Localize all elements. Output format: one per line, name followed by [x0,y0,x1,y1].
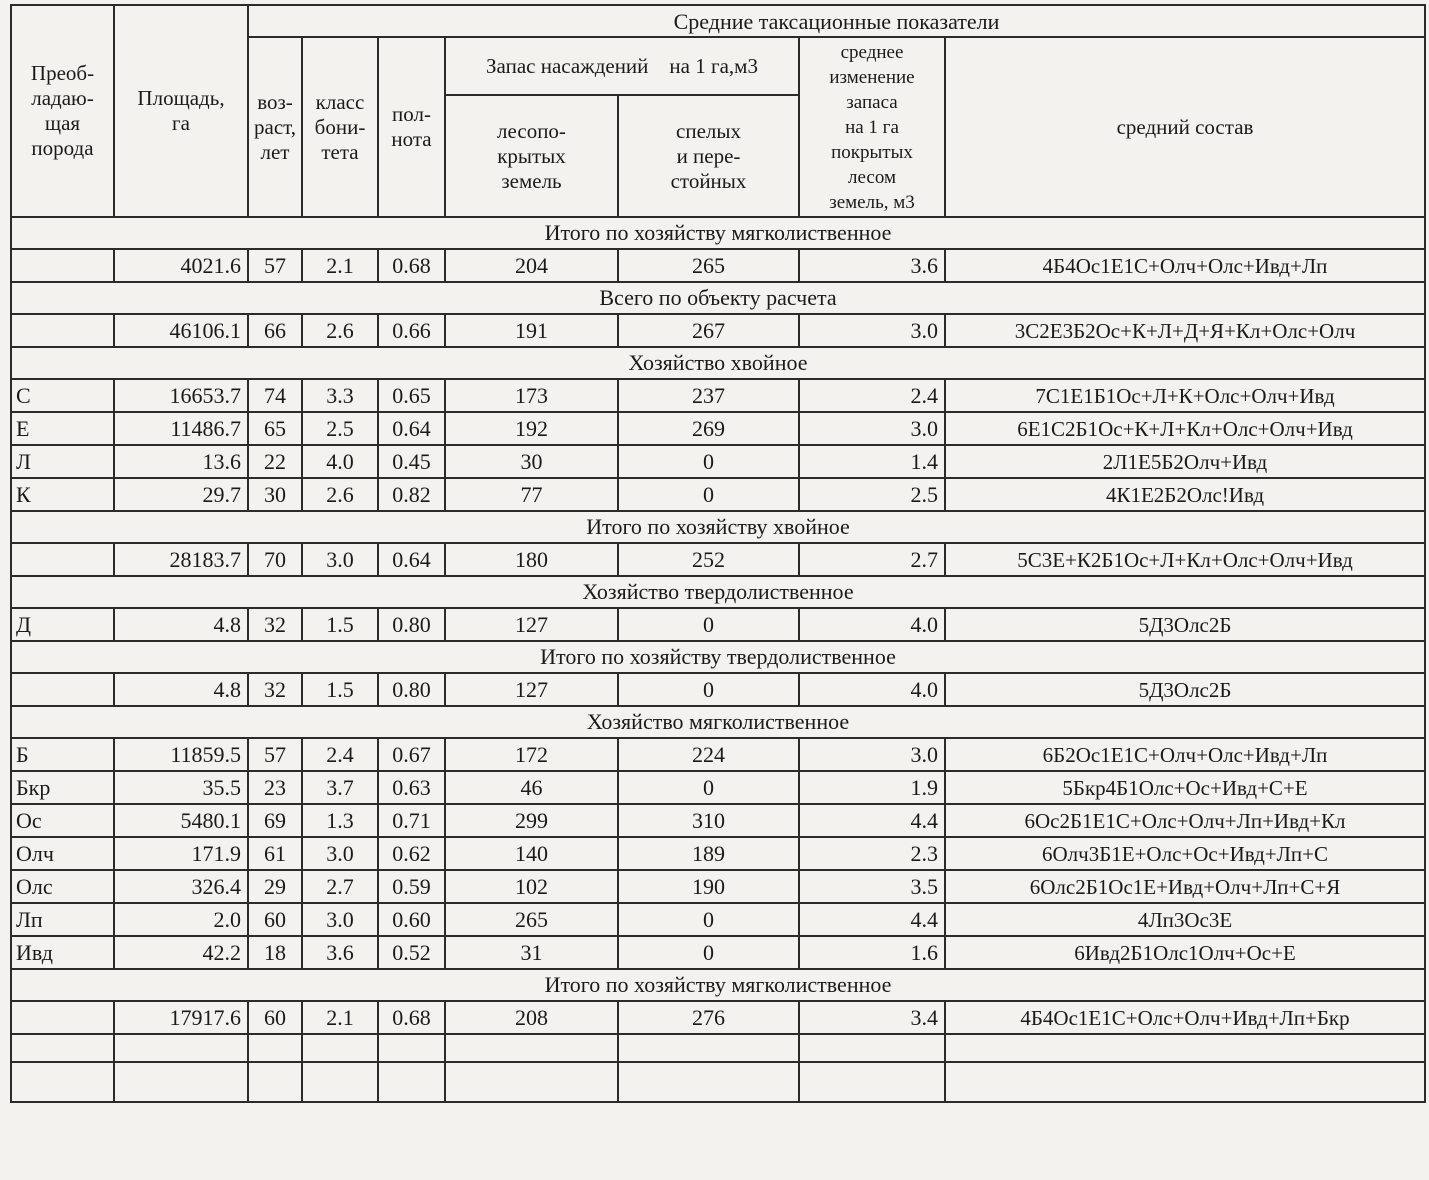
table-row [11,673,1425,706]
header-age: воз- раст, лет [248,37,302,217]
cell-density: 0.64 [378,543,445,576]
cell-stock-mature: 310 [618,804,799,837]
table-row [11,379,1425,412]
cell-composition: 5Д3Олс2Б [945,608,1425,641]
empty-cell [302,1062,378,1102]
cell-stock-forest: 102 [445,870,618,903]
cell-density: 0.45 [378,445,445,478]
cell-species: Б [11,738,114,771]
cell-stock-forest: 192 [445,412,618,445]
empty-cell [248,1062,302,1102]
cell-change: 1.4 [799,445,945,478]
cell-species [11,249,114,282]
cell-density: 0.66 [378,314,445,347]
header-bonitet: класс бони- тета [302,37,378,217]
cell-species: С [11,379,114,412]
cell-density: 0.59 [378,870,445,903]
cell-bonitet: 2.4 [302,738,378,771]
cell-composition: 6Б2Ос1Е1С+Олч+Олс+Ивд+Лп [945,738,1425,771]
cell-bonitet: 3.0 [302,543,378,576]
section-title-row [11,576,1425,608]
header-avg-change: среднее изменение запаса на 1 га покрытых лесом земель, м3 [799,37,945,217]
cell-species: Бкр [11,771,114,804]
cell-density: 0.80 [378,673,445,706]
cell-stock-mature: 267 [618,314,799,347]
table-row [11,837,1425,870]
cell-bonitet: 2.6 [302,478,378,511]
cell-change: 2.7 [799,543,945,576]
cell-area: 46106.1 [114,314,248,347]
cell-stock-mature: 0 [618,608,799,641]
cell-composition: 6Ос2Б1Е1С+Олс+Олч+Лп+Ивд+Кл [945,804,1425,837]
cell-composition: 4К1Е2Б2Олс!Ивд [945,478,1425,511]
empty-cell [945,1062,1425,1102]
empty-cell [378,1034,445,1062]
empty-cell [11,1034,114,1062]
cell-density: 0.82 [378,478,445,511]
cell-age: 60 [248,1001,302,1034]
cell-change: 2.5 [799,478,945,511]
table-header [11,5,1425,217]
empty-row [11,1062,1425,1102]
cell-bonitet: 3.0 [302,903,378,936]
cell-bonitet: 3.3 [302,379,378,412]
cell-stock-mature: 237 [618,379,799,412]
cell-density: 0.62 [378,837,445,870]
cell-stock-mature: 0 [618,445,799,478]
cell-age: 61 [248,837,302,870]
section-title-row [11,217,1425,249]
section-title-row [11,282,1425,314]
table-row [11,936,1425,969]
cell-stock-forest: 30 [445,445,618,478]
cell-age: 22 [248,445,302,478]
table-row [11,1001,1425,1034]
section-title: Итого по хозяйству хвойное [11,511,1425,543]
empty-cell [799,1034,945,1062]
table-row [11,543,1425,576]
cell-composition: 6Олс2Б1Ос1Е+Ивд+Олч+Лп+С+Я [945,870,1425,903]
cell-stock-forest: 299 [445,804,618,837]
cell-area: 4021.6 [114,249,248,282]
cell-stock-mature: 224 [618,738,799,771]
cell-species: Лп [11,903,114,936]
cell-area: 4.8 [114,673,248,706]
cell-stock-mature: 252 [618,543,799,576]
cell-bonitet: 3.6 [302,936,378,969]
cell-stock-forest: 77 [445,478,618,511]
cell-bonitet: 1.5 [302,608,378,641]
cell-bonitet: 3.0 [302,837,378,870]
section-title: Итого по хозяйству твердолиственное [11,641,1425,673]
cell-species: Олс [11,870,114,903]
cell-change: 3.0 [799,412,945,445]
table-row [11,478,1425,511]
empty-row [11,1034,1425,1062]
table-row [11,738,1425,771]
cell-composition: 6Олч3Б1Е+Олс+Ос+Ивд+Лп+С [945,837,1425,870]
cell-density: 0.68 [378,249,445,282]
section-title-row [11,347,1425,379]
cell-bonitet: 4.0 [302,445,378,478]
cell-density: 0.68 [378,1001,445,1034]
cell-stock-mature: 0 [618,478,799,511]
cell-area: 13.6 [114,445,248,478]
cell-species: Ивд [11,936,114,969]
empty-cell [618,1062,799,1102]
section-title: Хозяйство твердолиственное [11,576,1425,608]
cell-species [11,314,114,347]
cell-change: 3.0 [799,314,945,347]
cell-composition: 6Ивд2Б1Олс1Олч+Ос+Е [945,936,1425,969]
cell-stock-forest: 204 [445,249,618,282]
cell-change: 1.6 [799,936,945,969]
cell-species [11,543,114,576]
cell-area: 2.0 [114,903,248,936]
cell-species [11,1001,114,1034]
table-row [11,804,1425,837]
header-stock-forest: лесопо- крытых земель [445,95,618,217]
empty-cell [445,1062,618,1102]
cell-species: Д [11,608,114,641]
cell-area: 35.5 [114,771,248,804]
section-title-row [11,641,1425,673]
cell-change: 3.0 [799,738,945,771]
cell-age: 32 [248,608,302,641]
cell-age: 57 [248,738,302,771]
cell-stock-forest: 208 [445,1001,618,1034]
cell-stock-mature: 265 [618,249,799,282]
table-row [11,314,1425,347]
cell-stock-forest: 46 [445,771,618,804]
cell-stock-mature: 190 [618,870,799,903]
table-row [11,249,1425,282]
cell-change: 4.4 [799,903,945,936]
cell-stock-mature: 0 [618,673,799,706]
cell-stock-forest: 265 [445,903,618,936]
table-row [11,608,1425,641]
section-title: Итого по хозяйству мягколиственное [11,217,1425,249]
taxation-table [10,4,1426,1103]
cell-age: 60 [248,903,302,936]
section-title: Итого по хозяйству мягколиственное [11,969,1425,1001]
cell-species [11,673,114,706]
cell-age: 69 [248,804,302,837]
cell-bonitet: 2.1 [302,1001,378,1034]
section-title: Всего по объекту расчета [11,282,1425,314]
header-group-title: Средние таксационные показатели [248,5,1425,37]
section-title-row [11,706,1425,738]
cell-age: 30 [248,478,302,511]
cell-area: 42.2 [114,936,248,969]
cell-composition: 5Д3Олс2Б [945,673,1425,706]
empty-cell [302,1034,378,1062]
cell-density: 0.80 [378,608,445,641]
cell-age: 23 [248,771,302,804]
cell-stock-forest: 172 [445,738,618,771]
cell-composition: 5Бкр4Б1Олс+Ос+Ивд+С+Е [945,771,1425,804]
table-body [11,217,1425,1102]
cell-change: 3.6 [799,249,945,282]
cell-change: 2.4 [799,379,945,412]
header-area: Площадь, га [114,5,248,217]
section-title-row [11,511,1425,543]
header-density: пол- нота [378,37,445,217]
empty-cell [445,1034,618,1062]
cell-density: 0.63 [378,771,445,804]
cell-species: К [11,478,114,511]
cell-change: 4.0 [799,608,945,641]
table-row [11,771,1425,804]
cell-stock-forest: 127 [445,608,618,641]
cell-change: 3.5 [799,870,945,903]
cell-composition: 7С1Е1Б1Ос+Л+К+Олс+Олч+Ивд [945,379,1425,412]
empty-cell [114,1034,248,1062]
cell-density: 0.64 [378,412,445,445]
cell-stock-mature: 269 [618,412,799,445]
cell-age: 65 [248,412,302,445]
cell-composition: 6Е1С2Б1Ос+К+Л+Кл+Олс+Олч+Ивд [945,412,1425,445]
cell-bonitet: 1.5 [302,673,378,706]
cell-density: 0.65 [378,379,445,412]
cell-bonitet: 2.5 [302,412,378,445]
empty-cell [11,1062,114,1102]
cell-stock-forest: 173 [445,379,618,412]
section-title: Хозяйство хвойное [11,347,1425,379]
document-page [10,4,1424,1170]
cell-age: 18 [248,936,302,969]
table-row [11,903,1425,936]
cell-change: 3.4 [799,1001,945,1034]
cell-density: 0.71 [378,804,445,837]
cell-stock-forest: 31 [445,936,618,969]
cell-stock-forest: 140 [445,837,618,870]
cell-composition: 4Б4Ос1Е1С+Олч+Олс+Ивд+Лп [945,249,1425,282]
header-species: Преоб- ладаю- щая порода [11,5,114,217]
cell-bonitet: 3.7 [302,771,378,804]
cell-stock-mature: 0 [618,771,799,804]
cell-bonitet: 2.7 [302,870,378,903]
cell-age: 32 [248,673,302,706]
empty-cell [799,1062,945,1102]
cell-species: Е [11,412,114,445]
cell-change: 4.0 [799,673,945,706]
cell-change: 4.4 [799,804,945,837]
cell-composition: 5С3Е+К2Б1Ос+Л+Кл+Олс+Олч+Ивд [945,543,1425,576]
cell-stock-forest: 127 [445,673,618,706]
cell-change: 2.3 [799,837,945,870]
cell-composition: 2Л1Е5Б2Олч+Ивд [945,445,1425,478]
cell-area: 4.8 [114,608,248,641]
cell-area: 17917.6 [114,1001,248,1034]
cell-stock-forest: 191 [445,314,618,347]
cell-bonitet: 2.1 [302,249,378,282]
cell-species: Ос [11,804,114,837]
cell-age: 74 [248,379,302,412]
cell-area: 11859.5 [114,738,248,771]
section-title: Хозяйство мягколиственное [11,706,1425,738]
cell-bonitet: 2.6 [302,314,378,347]
cell-bonitet: 1.3 [302,804,378,837]
cell-area: 171.9 [114,837,248,870]
cell-stock-mature: 276 [618,1001,799,1034]
empty-cell [248,1034,302,1062]
cell-area: 16653.7 [114,379,248,412]
cell-area: 5480.1 [114,804,248,837]
table-row [11,445,1425,478]
table-row [11,870,1425,903]
cell-age: 57 [248,249,302,282]
header-composition: средний состав [945,37,1425,217]
cell-density: 0.52 [378,936,445,969]
empty-cell [378,1062,445,1102]
cell-composition: 4Б4Ос1Е1С+Олс+Олч+Ивд+Лп+Бкр [945,1001,1425,1034]
cell-change: 1.9 [799,771,945,804]
cell-age: 70 [248,543,302,576]
cell-composition: 3С2Е3Б2Ос+К+Л+Д+Я+Кл+Олс+Олч [945,314,1425,347]
cell-area: 29.7 [114,478,248,511]
cell-age: 29 [248,870,302,903]
cell-stock-forest: 180 [445,543,618,576]
cell-density: 0.60 [378,903,445,936]
cell-species: Олч [11,837,114,870]
cell-stock-mature: 0 [618,903,799,936]
cell-species: Л [11,445,114,478]
table-row [11,412,1425,445]
cell-composition: 4Лп3Ос3Е [945,903,1425,936]
cell-area: 326.4 [114,870,248,903]
header-stock-group: Запас насаждений на 1 га,м3 [445,37,799,95]
empty-cell [618,1034,799,1062]
cell-stock-mature: 0 [618,936,799,969]
empty-cell [114,1062,248,1102]
empty-cell [945,1034,1425,1062]
cell-age: 66 [248,314,302,347]
section-title-row [11,969,1425,1001]
cell-area: 11486.7 [114,412,248,445]
cell-area: 28183.7 [114,543,248,576]
cell-stock-mature: 189 [618,837,799,870]
cell-density: 0.67 [378,738,445,771]
header-stock-mature: спелых и пере- стойных [618,95,799,217]
